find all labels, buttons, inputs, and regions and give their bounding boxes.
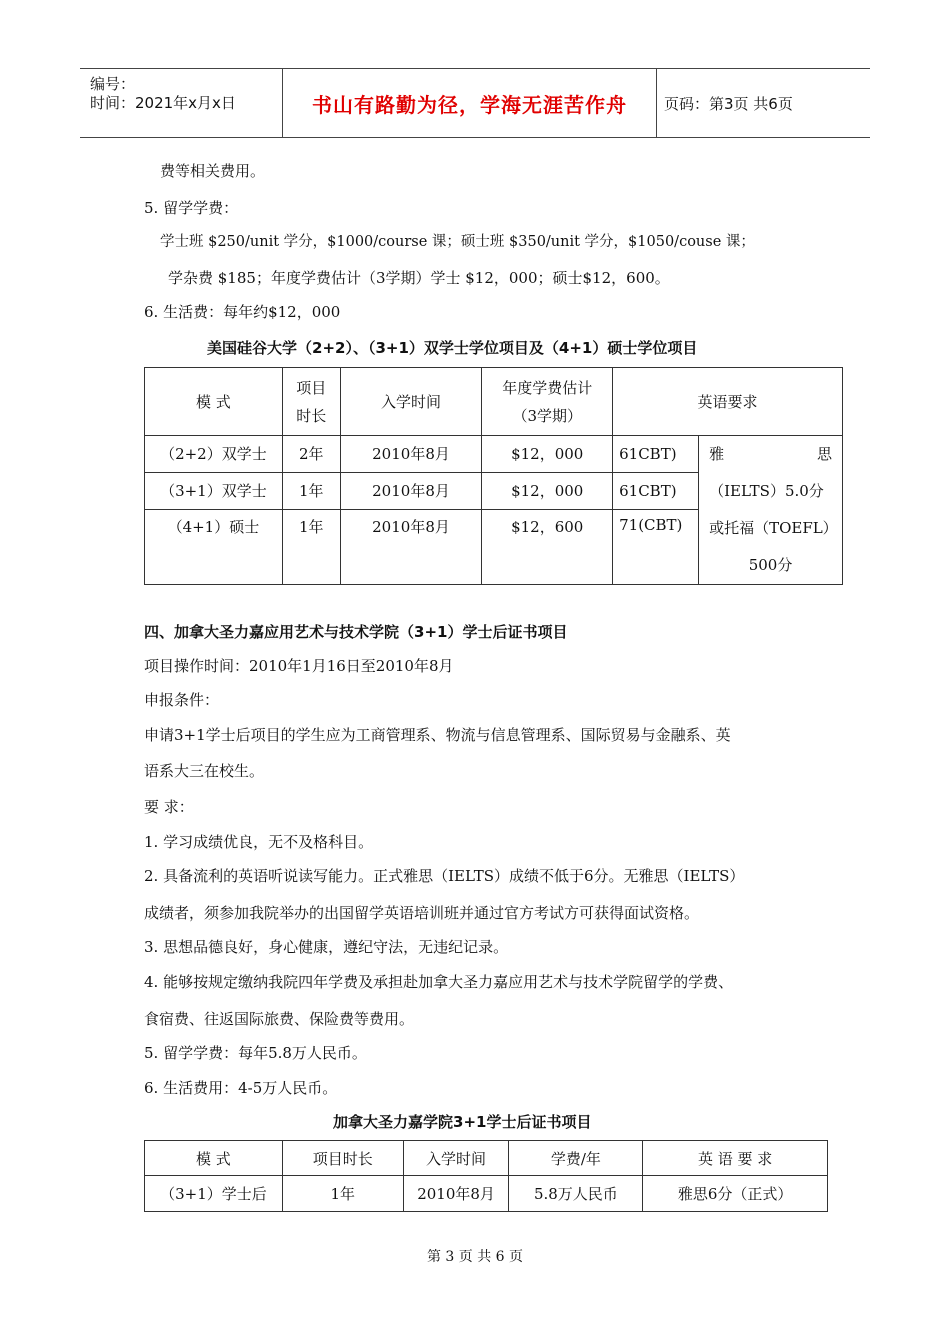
text-line: 1. 学习成绩优良，无不及格科目。 xyxy=(144,833,374,851)
cell-duration: 1年 xyxy=(282,509,340,584)
col-header-duration: 项目时长 xyxy=(282,1141,403,1176)
col-header-entry: 入学时间 xyxy=(403,1141,509,1176)
cell-mode: （2+2）双学士 xyxy=(145,436,283,473)
table-header-row xyxy=(145,1141,828,1176)
text-line: 2. 具备流利的英语听说读写能力。正式雅思（IELTS）成绩不低于6分。无雅思（IELTS） xyxy=(144,867,745,885)
text-line: 学士班 $250/unit 学分，$1000/course 课；硕士班 $350/unit 学分，$1050/couse 课； xyxy=(160,234,755,250)
eng-line1-a: 雅 xyxy=(709,445,725,463)
page-header xyxy=(80,68,870,138)
table-silicon-valley xyxy=(144,367,843,585)
col-header-duration-line1: 项目 xyxy=(296,378,327,397)
cell-entry: 2010年8月 xyxy=(340,509,482,584)
col-header-mode: 模 式 xyxy=(145,1141,283,1176)
header-time: 时间：2021年x月x日 xyxy=(90,94,236,112)
text-line: 6. 生活费：每年约$12，000 xyxy=(144,303,341,321)
cell-fee: $12，600 xyxy=(482,509,613,584)
col-header-fee: 学费/年 xyxy=(509,1141,643,1176)
col-header-duration-line2: 时长 xyxy=(296,406,327,425)
cell-score: 71(CBT) xyxy=(613,509,699,584)
col-header-fee xyxy=(482,368,613,436)
header-motto: 书山有路勤为径，学海无涯苦作舟 xyxy=(282,69,657,137)
eng-line1-b: 思 xyxy=(816,445,832,463)
cell-score: 61CBT) xyxy=(613,472,699,509)
cell-english-requirement xyxy=(699,436,843,585)
cell-duration: 2年 xyxy=(282,436,340,473)
section4-title: 四、加拿大圣力嘉应用艺术与技术学院（3+1）学士后证书项目 xyxy=(144,623,568,641)
table-seneca xyxy=(144,1140,828,1212)
col-header-english: 英 语 要 求 xyxy=(643,1141,828,1176)
cell-duration: 1年 xyxy=(282,472,340,509)
cell-duration: 1年 xyxy=(282,1176,403,1212)
cell-fee: 5.8万人民币 xyxy=(509,1176,643,1212)
col-header-fee-line1: 年度学费估计 xyxy=(502,378,593,397)
text-line: 5. 留学学费：每年5.8万人民币。 xyxy=(144,1044,367,1062)
text-line: 食宿费、往返国际旅费、保险费等费用。 xyxy=(144,1010,415,1028)
col-header-mode: 模 式 xyxy=(145,368,283,436)
text-line: 成绩者，须参加我院举办的出国留学英语培训班并通过官方考试方可获得面试资格。 xyxy=(144,904,700,922)
eng-line4: 500分 xyxy=(748,556,793,574)
col-header-english: 英语要求 xyxy=(613,368,843,436)
col-header-duration xyxy=(282,368,340,436)
cell-entry: 2010年8月 xyxy=(340,436,482,473)
header-left-cell xyxy=(80,69,282,137)
table1-title: 美国硅谷大学（2+2）、（3+1）双学士学位项目及（4+1）硕士学位项目 xyxy=(207,339,698,357)
text-line: 学杂费 $185；年度学费估计（3学期）学士 $12，000；硕士$12，600。 xyxy=(168,269,670,287)
header-page-number: 页码：第3页 共6页 xyxy=(664,94,793,113)
cell-mode: （4+1）硕士 xyxy=(145,509,283,584)
text-line: 要 求： xyxy=(144,798,194,816)
cell-score: 61CBT) xyxy=(613,436,699,473)
text-line: 申请3+1学士后项目的学生应为工商管理系、物流与信息管理系、国际贸易与金融系、英 xyxy=(144,726,731,744)
text-line: 6. 生活费用：4-5万人民币。 xyxy=(144,1079,338,1097)
cell-fee: $12，000 xyxy=(482,436,613,473)
table-row xyxy=(145,1176,828,1212)
text-line: 费等相关费用。 xyxy=(160,162,266,180)
text-line: 项目操作时间：2010年1月16日至2010年8月 xyxy=(144,657,454,675)
cell-mode: （3+1）双学士 xyxy=(145,472,283,509)
col-header-entry: 入学时间 xyxy=(340,368,482,436)
table-row xyxy=(145,436,843,473)
cell-entry: 2010年8月 xyxy=(340,472,482,509)
eng-line3: 或托福（TOEFL） xyxy=(709,519,838,537)
table-header-row xyxy=(145,368,843,436)
text-line: 4. 能够按规定缴纳我院四年学费及承担赴加拿大圣力嘉应用艺术与技术学院留学的学费、 xyxy=(144,973,734,991)
text-line: 语系大三在校生。 xyxy=(144,762,265,780)
cell-entry: 2010年8月 xyxy=(403,1176,509,1212)
text-line: 3. 思想品德良好，身心健康，遵纪守法，无违纪记录。 xyxy=(144,938,509,956)
cell-fee: $12，000 xyxy=(482,472,613,509)
cell-english: 雅思6分（正式） xyxy=(643,1176,828,1212)
eng-line2: （IELTS）5.0分 xyxy=(709,482,824,500)
text-line: 5. 留学学费： xyxy=(144,199,239,217)
eng-line1 xyxy=(709,436,832,473)
col-header-fee-line2: （3学期） xyxy=(512,406,582,425)
text-line: 申报条件： xyxy=(144,691,220,709)
table2-title: 加拿大圣力嘉学院3+1学士后证书项目 xyxy=(333,1113,592,1131)
page-footer: 第 3 页 共 6 页 xyxy=(426,1249,524,1265)
cell-mode: （3+1）学士后 xyxy=(145,1176,283,1212)
header-number: 编号： xyxy=(90,75,136,93)
